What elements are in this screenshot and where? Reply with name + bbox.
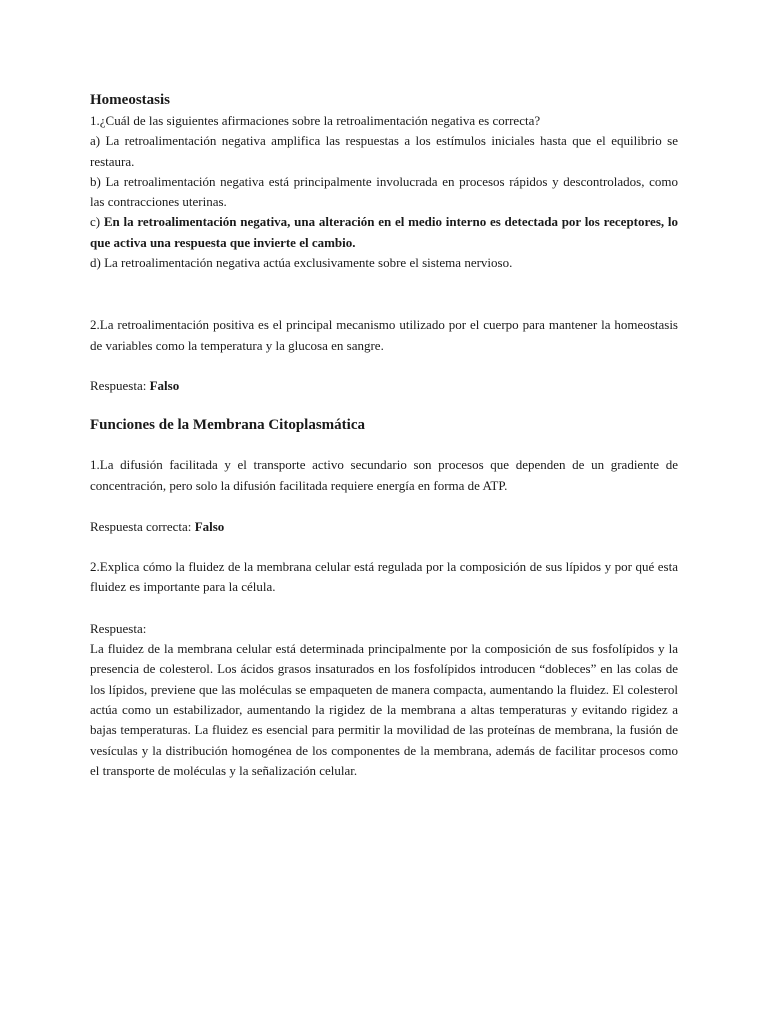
- homeostasis-question-1: 1.¿Cuál de las siguientes afirmaciones sobre la retroalimentación negativa es correcta?: [90, 113, 541, 128]
- option-d: d) La retroalimentación negativa actúa exclusivamente sobre el sistema nervioso.: [90, 255, 513, 271]
- membrana-question-2: 2.Explica cómo la fluidez de la membrana celular está regulada por la composición de sus lípidos y por qué esta fluidez es importante para la célula.: [90, 559, 678, 595]
- section-title-membrana: Funciones de la Membrana Citoplasmática: [90, 417, 365, 434]
- option-c-prefix: c): [90, 214, 104, 230]
- answer-label: Respuesta:: [90, 377, 150, 393]
- option-c: [90, 212, 678, 253]
- option-a: a) La retroalimentación negativa amplifica las respuestas a los estímulos iniciales hasta que el equilibrio se restaura.: [90, 133, 678, 169]
- homeostasis-answer-2: [90, 376, 678, 396]
- option-c-correct-answer: En la retroalimentación negativa, una alteración en el medio interno es detectada por los receptores, lo que activa una respuesta que invierte el cambio.: [90, 214, 678, 250]
- section-title-homeostasis: Homeostasis: [90, 92, 170, 108]
- homeostasis-question-2: 2.La retroalimentación positiva es el principal mecanismo utilizado por el cuerpo para mantener la homeostasis de variables como la temperatura y la glucosa en sangre.: [90, 317, 678, 353]
- membrana-answer-1: [90, 517, 678, 537]
- membrana-question-1: 1.La difusión facilitada y el transporte activo secundario son procesos que dependen de un gradiente de concentración, pero solo la difusión facilitada requiere energía en forma de ATP.: [90, 457, 678, 493]
- answer-value: Falso: [194, 518, 225, 534]
- membrana-answer-2-text: La fluidez de la membrana celular está determinada principalmente por la composición de sus fosfolípidos y la presencia de colesterol. Los ácidos grasos insaturados en los fosfolípidos introducen “dobleces” en las colas de los lípidos, previene que las moléculas se empaqueten de manera compacta, aumentando la fluidez. El colesterol actúa como un estabilizador, aumentando la rigidez de la membrana a altas temperaturas y evitando rigidez a bajas temperaturas. La fluidez es esencial para permitir la movilidad de las proteínas de membrana, la fusión de vesículas y la distribución homogénea de los componentes de la membrana, además de facilitar procesos como el transporte de moléculas y la señalización celular.: [90, 641, 678, 778]
- answer-value: Falso: [149, 377, 180, 393]
- membrana-answer-2-label: Respuesta:: [90, 620, 147, 636]
- option-b: b) La retroalimentación negativa está principalmente involucrada en procesos rápidos y descontrolados, como las contracciones uterinas.: [90, 173, 678, 210]
- answer-label: Respuesta correcta:: [90, 518, 195, 534]
- document-page: [90, 90, 678, 781]
